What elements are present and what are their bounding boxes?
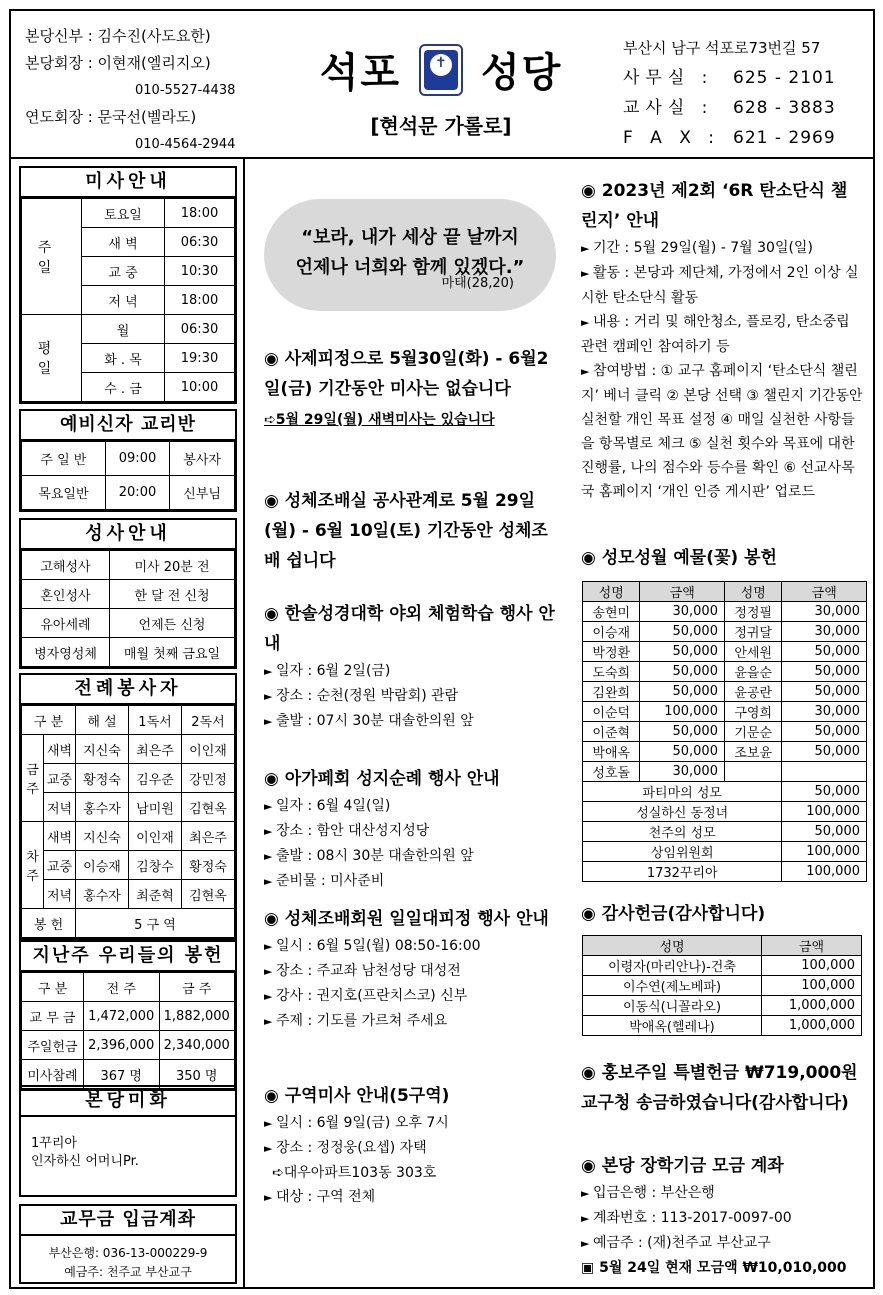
scripture-quote [264, 199, 556, 311]
flower-offering-row: 송현미 30,000 정정필 30,000 [583, 602, 867, 622]
flower-decoration-box [19, 1085, 237, 1197]
flower-offering-row: 박애옥 50,000 조보윤 50,000 [583, 742, 867, 762]
flower-group-row: 파티마의 성모 50,000 [583, 782, 867, 802]
memorial-title: 본당미화 [21, 1087, 235, 1117]
sacraments-box: 성사안내 고해성사 미사 20분 전 혼인성사 한 달 전 신청 유아세례 언제든 신청 병자영성체 매월 첫째 금요일 [19, 518, 237, 669]
this-week-label: 금주 [22, 735, 44, 822]
thanks-head: ◉ 감사헌금(감사합니다) [581, 904, 766, 924]
staff-info [25, 23, 235, 158]
quote-reference: 마태(28,20) [441, 276, 514, 291]
flower-group-row: 천주의 성모 50,000 [583, 822, 867, 842]
servers-title: 전례봉사자 [21, 675, 235, 705]
flower-offering-row: 김완희 50,000 윤공란 50,000 [583, 682, 867, 702]
bible-college-notice: ◉ 한솔성경대학 야외 체험학습 행사 안내 ► 일자 : 6월 2일(금) ► 장소 : 순천(정원 박람회) 관람 ► 출발 : 07시 30분 대솔한의원 앞 [264, 599, 556, 734]
edu-phone-line: 교사실 : 628 - 3883 [623, 98, 836, 118]
memorial-line2: 인자하신 어머니Pr. [31, 1154, 139, 1169]
liturgy-servers-box: 전례봉사자 구 분 해 설 1독서 2독서 금주 새벽 지신숙 최은주 이인재 교중 황정숙 김우준 강민정 저녁 홍수자 남미원 김현옥 차주 새벽 지신숙 이인재 최은주 교중 이승재 김창수 황정숙 저녁 홍수자 최준혁 김현옥 봉 헌 5 구 역 [19, 673, 237, 940]
agape-pilgrimage-notice: ◉ 아가페회 성지순례 행사 안내 ► 일자 : 6월 4일(일) ► 장소 : 함안 대산성지성당 ► 출발 : 08시 30분 대솔한의원 앞 ► 준비물 : 미사준비 [264, 764, 556, 894]
thanks-offering-row: 박애옥(헬레나) 1,000,000 [583, 1016, 862, 1036]
column-divider [243, 159, 245, 1289]
flower-offering-row: 이준혁 50,000 기문순 50,000 [583, 722, 867, 742]
district-head: ◉ 구역미사 안내(5구역) [264, 1086, 450, 1106]
president-line: 본당회장 : 이현재(엘리지오) [25, 54, 211, 72]
weekday-label: 평 일 [22, 315, 82, 402]
church-name-part1: 석포 [319, 50, 401, 96]
bulletin-page [9, 9, 875, 1289]
account-title: 교무금 입금계좌 [21, 1206, 235, 1236]
retreat-notice [264, 344, 556, 432]
flower-offering-row: 박정환 50,000 안세원 50,000 [583, 642, 867, 662]
office-phone-line: 사무실 : 625 - 2101 [623, 68, 836, 88]
sunday-label: 주 일 [22, 199, 82, 315]
flower-group-row: 상임위원회 100,000 [583, 842, 867, 862]
memorial-line1: 1꾸리아 [31, 1136, 77, 1151]
quote-line2: 언제나 너희와 함께 있겠다.” [295, 257, 525, 278]
adorers-head: ◉ 성체조배회원 일일대피정 행사 안내 [264, 909, 549, 929]
flower-group-row: 성실하신 동정녀 100,000 [583, 802, 867, 822]
thanks-offering-section [581, 899, 863, 929]
carbon-challenge-notice: ◉ 2023년 제2회 ‘6R 탄소단식 챌린지’ 안내 ► 기간 : 5월 29일(월) - 7월 30일(일) ► 활동 : 본당과 제단체, 가정에서 2인 이상 실시한 탄소단식 활동 ► 내용 : 거리 및 해안청소, 플로킹, 탄소중립 관련 캠페인 참여하기 등 ► 참여방법 : ① 교구 홈페이지 ‘탄소단식 챌린지’ 베너 클릭 ② 본당 선택 ③ 챌린지 기간동안 실천할 개인 목표 설정 ④ 매일 실천한 사항들을 항목별로 체크 ⑤ 실천 횟수와 목표에 대한 진행률, 나의 점수와 등수를 확인 ⑥ 선교사목국 홈페이지 ‘개인 인증 게시판’ 업로드 [581, 176, 863, 504]
bible-head: ◉ 한솔성경대학 야외 체험학습 행사 안내 [264, 604, 555, 654]
bulletin-header [11, 11, 873, 159]
address: 부산시 남구 석포로73번길 57 [623, 39, 821, 57]
account-line1: 부산은행: 036-13-000229-9 [48, 1246, 208, 1260]
flower-group-row: 1732꾸리아 100,000 [583, 862, 867, 882]
account-line2: 예금주: 천주교 부산교구 [64, 1265, 192, 1279]
sacraments-title: 성사안내 [21, 520, 235, 550]
adoration-notice [264, 486, 556, 576]
church-name-part2: 성당 [481, 50, 563, 96]
tithe-account-box [19, 1204, 237, 1284]
fax-line: F A X : 621 - 2969 [623, 128, 836, 148]
last-week-offering-box: 지난주 우리들의 봉헌 구 분 전 주 금 주 교 무 금 1,472,000 1,882,000 주일헌금 2,396,000 2,340,000 미사참례 367 명 350 명 [19, 940, 237, 1091]
president-phone: 010-5527-4438 [135, 83, 236, 98]
flowers-head: ◉ 성모성월 예물(꽃) 봉헌 [581, 548, 777, 568]
catechumen-title: 예비신자 교리반 [21, 411, 235, 441]
carbon-head: ◉ 2023년 제2회 ‘6R 탄소단식 챌린지’ 안내 [581, 181, 848, 231]
scholarship-total: ▣ 5월 24일 현재 모금액 ₩10,010,000 [581, 1260, 847, 1276]
flower-offering-row: 성호돌 30,000 [583, 762, 867, 782]
mass-title: 미사안내 [21, 168, 235, 198]
adoration-head: ◉ 성체조배실 공사관계로 5월 29일(월) - 6월 10일(토) 기간동안 성체조배 쉽니다 [264, 491, 548, 571]
last-week-title: 지난주 우리들의 봉헌 [21, 942, 235, 972]
church-title [311, 41, 571, 139]
thanks-offering-row: 이동식(니꼴라오) 1,000,000 [583, 996, 862, 1016]
youth-line: 연도회장 : 문국선(벨라도) [25, 108, 197, 126]
adorers-retreat-notice: ◉ 성체조배회원 일일대피정 행사 안내 ► 일시 : 6월 5일(월) 08:50-16:00 ► 장소 : 주교좌 남천성당 대성전 ► 강사 : 권지호(프란치스코) 신부 ► 주제 : 기도를 가르쳐 주세요 [264, 904, 556, 1034]
youth-phone: 010-4564-2944 [135, 137, 236, 152]
flower-offering-row: 이순덕 100,000 구영희 30,000 [583, 702, 867, 722]
retreat-head: ◉ 사제피정으로 5월30일(화) - 6월2일(금) 기간동안 미사는 없습니다 [264, 349, 549, 399]
flower-offering-table: 성명 금액 성명 금액 송현미 30,000 정정필 30,000 이승재 50,000 정귀달 30,000 박정환 50,000 안세원 50,000 도숙희 50,000 윤을순 50,000 김완희 50,000 윤공란 50,000 이순덕 100,000 구영희 30,000 이준혁 50,000 기문순 50,000 박애옥 50,000 조보윤 50,000 성호돌 30,000 파티마의 성모 50,000 성실하신 동정녀 100,000 천주의 성모 50,000 상임위원회 100,000 1732꾸리아 100,000 [582, 581, 867, 882]
scholarship-head: ◉ 본당 장학기금 모금 계좌 [581, 1156, 784, 1176]
catechumen-box: 예비신자 교리반 주 일 반 09:00 봉사자 목요일반 20:00 신부님 [19, 409, 237, 512]
next-week-label: 차주 [22, 822, 44, 909]
district-mass-notice: ◉ 구역미사 안내(5구역) ► 일시 : 6월 9일(금) 오후 7시 ► 장소 : 정정웅(요셉) 자택 ➪대우아파트103동 303호 ► 대상 : 구역 전체 [264, 1081, 556, 1210]
pastor-line: 본당신부 : 김수진(사도요한) [25, 27, 211, 45]
mass-schedule-box: 미사안내 주 일 토요일 18:00 새 벽 06:30 교 중 10:30 저 녁 18:00 평 일 월 06:30 화 . 목 19:30 수 . 금 10:00 [19, 166, 237, 404]
promo-sunday-notice [581, 1058, 863, 1118]
flower-offering-row: 도숙희 50,000 윤을순 50,000 [583, 662, 867, 682]
quote-line1: “보라, 내가 세상 끝 날까지 [301, 227, 519, 248]
assistant-name: [현석문 가롤로] [370, 114, 512, 138]
retreat-note: ➪5월 29일(월) 새벽미사는 있습니다 [264, 412, 495, 428]
flower-offering-section [581, 543, 863, 573]
thanks-offering-row: 이령자(마리안나)-건축 100,000 [583, 956, 862, 976]
promo-head: ◉ 홍보주일 특별헌금 ₩719,000원 교구청 송금하였습니다(감사합니다) [581, 1063, 858, 1113]
flower-offering-row: 이승재 50,000 정귀달 30,000 [583, 622, 867, 642]
church-logo-icon [419, 44, 463, 96]
thanks-offering-table: 성명 금액 이령자(마리안나)-건축 100,000 이수연(제노베파) 100,000 이동식(니꼴라오) 1,000,000 박애옥(헬레나) 1,000,000 [582, 935, 862, 1036]
agape-head: ◉ 아가페회 성지순례 행사 안내 [264, 769, 500, 789]
scholarship-notice: ◉ 본당 장학기금 모금 계좌 ► 입금은행 : 부산은행 ► 계좌번호 : 113-2017-0097-00 ► 예금주 : (재)천주교 부산교구 ▣ 5월 24일 현재 모금액 ₩10,010,000 [581, 1151, 863, 1280]
thanks-offering-row: 이수연(제노베파) 100,000 [583, 976, 862, 996]
contact-info [623, 33, 836, 153]
